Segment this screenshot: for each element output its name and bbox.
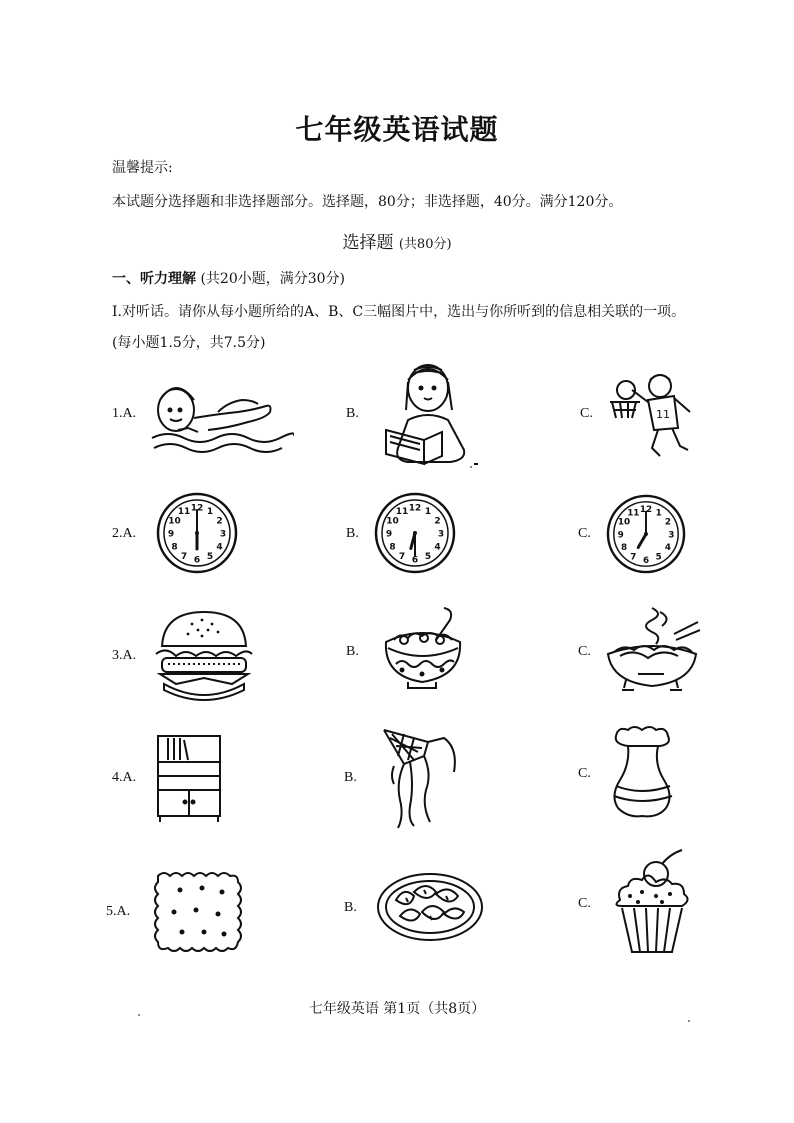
option-label: B. [346,526,359,541]
instruction: I.对听话。请你从每小题所给的A、B、C三幅图片中，选出与你所听到的信息相关联的一项。 [112,304,686,320]
vase-icon [610,724,676,818]
clock-hour-hand [638,534,646,548]
option-label: C. [578,526,591,541]
page-title: 七年级英语试题 [295,113,499,146]
clock-numeral: 8 [389,542,396,553]
question-3 [0,604,794,714]
clock-numeral: 1 [424,506,432,517]
clock-numeral: 4 [664,543,672,554]
dumplings-plate-icon [374,870,486,944]
clock-numeral: 2 [664,517,672,528]
svg-text:11: 11 [656,408,670,421]
clock-numeral: 2 [216,516,223,527]
option-label: 3.A. [112,648,137,663]
clock-numeral: 9 [385,529,393,540]
clock-numeral: 12 [639,505,653,516]
question-5 [0,846,794,956]
part1-heading-sub: (共20小题，满分30分) [200,271,346,287]
salad-bowl-icon [380,604,464,690]
option-label: 2.A. [112,526,137,541]
clock-numeral: 4 [216,542,223,553]
clock-numeral: 12 [408,503,422,514]
clock-numeral: 5 [655,552,662,563]
cracker-icon [150,868,246,956]
question-4 [0,724,794,834]
option-label: B. [344,770,357,785]
hamburger-icon [152,608,256,704]
clock-icon [606,494,686,574]
question-1 [0,360,794,470]
clock-numeral: 8 [620,543,628,554]
clock-numeral: 1 [206,506,214,517]
swimming-icon [148,370,294,462]
clock-numeral: 6 [411,555,419,566]
clock-numeral: 8 [171,542,178,553]
option-label: B. [344,900,357,915]
clock-numeral: 3 [219,529,227,540]
option-label: 5.A. [106,904,131,919]
option-label: B. [346,406,359,421]
clock-numeral: 4 [434,542,441,553]
clock-numeral: 9 [617,530,624,541]
option-label: 4.A. [112,770,137,785]
option-label: C. [578,644,591,659]
option-label: 1.A. [112,406,137,421]
clock-numeral: 10 [617,517,631,528]
scarf-icon [374,726,466,830]
basketball-player-icon [604,368,700,460]
reading-girl-icon [380,360,480,468]
option-label: C. [580,406,593,421]
clock-numeral: 10 [386,516,399,527]
part1-heading [112,268,345,288]
tip-label: 温馨提示: [112,160,173,176]
clock-numeral: 11 [627,508,640,519]
clock-numeral: 7 [180,552,188,563]
clock-center [413,531,417,535]
clock-numeral: 7 [398,552,406,563]
clock-numeral: 10 [168,516,181,527]
clock-center [195,531,199,535]
clock-numeral: 3 [437,529,445,540]
noodle-bowl-icon [604,604,700,694]
clock-numeral: 1 [655,508,662,519]
clock-numeral: 6 [642,555,650,566]
page-footer: 七年级英语 第1页（共8页） [308,1001,486,1017]
clock-numeral: 5 [424,552,432,563]
part1-heading-main: 一、听力理解 [112,271,196,287]
scan-speck [470,466,472,468]
clock-center [644,532,648,536]
clock-numeral: 5 [206,552,214,563]
section-title [0,228,794,253]
instruction-score: (每小题1.5分，共7.5分) [112,335,266,351]
cupcake-icon [612,846,692,958]
clock-numeral: 7 [630,552,637,563]
clock-numeral: 12 [190,503,204,514]
clock-numeral: 2 [434,516,441,527]
option-label: C. [578,896,591,911]
scan-speck [138,1014,140,1016]
option-label: C. [578,766,591,781]
scan-speck [688,1020,690,1022]
section-title-sub: (共80分) [398,237,452,252]
clock-numeral: 3 [668,530,675,541]
bookcase-icon [154,732,224,822]
question-2 [0,490,794,600]
clock-numeral: 6 [193,555,201,566]
clock-numeral: 11 [177,506,191,517]
clock-icon [374,492,456,574]
clock-numeral: 9 [167,529,175,540]
clock-icon [156,492,238,574]
option-label: B. [346,644,359,659]
section-title-main: 选择题 [342,233,394,253]
clock-numeral: 11 [395,506,409,517]
tip-text: 本试题分选择题和非选择题部分。选择题，80分；非选择题，40分。满分120分。 [112,194,623,210]
